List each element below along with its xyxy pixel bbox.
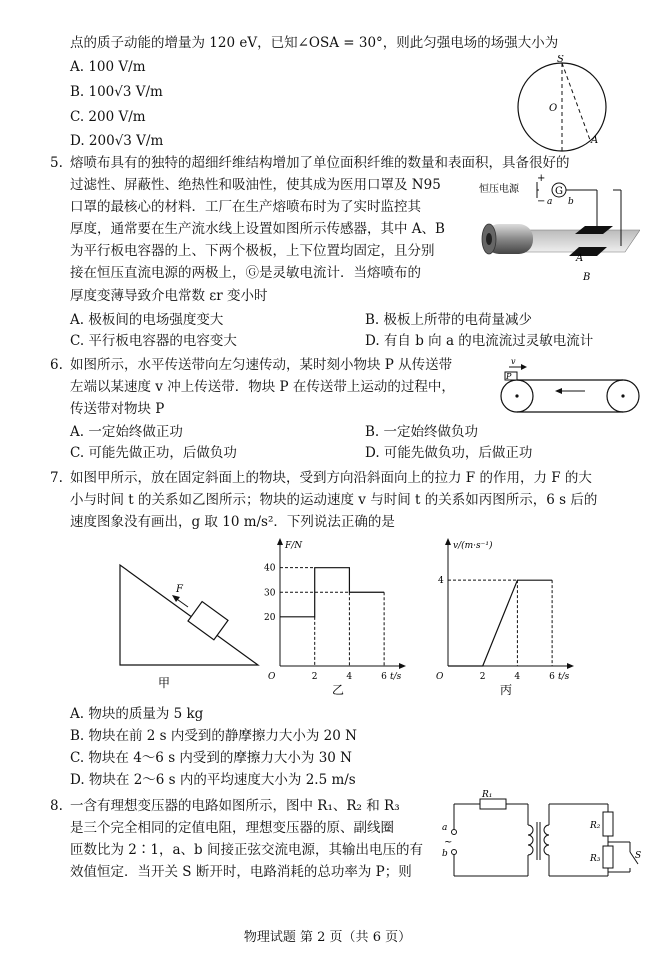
q8-circuit-figure [440,790,645,890]
q5-label-a-small: a [547,197,553,207]
q5-option-b: B. 极板上所带的电荷量减少 [365,312,533,328]
q8-line: 是三个完全相同的定值电阻，理想变压器的原、副线圈 [70,820,394,836]
q5-line: 熔喷布具有的独特的超细纤维结构增加了单位面积纤维的数量和表面积，具备很好的 [70,155,570,171]
q7-line: 速度图象没有画出，g 取 10 m/s²．下列说法正确的是 [70,514,395,530]
q8-label-a: a [442,823,448,833]
x-tick-label: 4 [346,672,353,682]
q8-label-s: S [635,851,642,861]
x-tick-label: 4 [514,672,521,682]
y-axis-arrow [445,538,451,545]
q8-line: 效值恒定．当开关 S 断开时，电路消耗的总功率为 P；则 [70,864,412,880]
q6-line: 左端以某速度 v 冲上传送带．物块 P 在传送带上运动的过程中， [70,379,455,395]
q7-option-d: D. 物块在 2～6 s 内的平均速度大小为 2.5 m/s [70,772,356,788]
q4-text-line: 点的质子动能的增量为 120 eV，已知∠OSA = 30°，则此匀强电场的场强大小为 [70,35,559,51]
q5-line: 厚度变薄导致介电常数 εr 变小时 [70,288,268,304]
q4-option-c: C. 200 V/m [70,109,146,125]
q4-label-a: A [591,135,599,146]
q5-label-b-small: b [568,197,574,207]
q8-line: 一含有理想变压器的电路如图所示，图中 R₁、R₂ 和 R₃ [70,798,400,814]
q5-label-g: G [555,186,563,197]
q8-label-r2: R₂ [590,821,601,831]
q4-option-d: D. 200√3 V/m [70,133,164,149]
q5-label-plate-a: A [576,253,584,264]
q8-label-r3: R₃ [590,854,601,864]
q7-incline-figure [110,555,270,695]
y-axis-arrow [277,538,283,545]
q8-label-r1: R₁ [482,790,493,800]
q5-option-c: C. 平行板电容器的电容变大 [70,333,237,349]
q6-option-d: D. 可能先做负功，后做正功 [365,445,533,461]
y-axis-label: F/N [285,541,303,551]
y-tick-label: 30 [264,588,276,599]
q6-number: 6. [50,357,63,373]
q7-caption-jia: 甲 [158,676,171,690]
q5-line: 厚度，通常要在生产流水线上设置如图所示传感器，其中 A、B [70,221,445,237]
q7-velocity-chart [426,536,586,696]
q6-line: 如图所示，水平传送带向左匀速传动，某时刻小物块 P 从传送带 [70,357,453,373]
q4-label-s: S [557,55,564,65]
q6-conveyor-figure [497,358,645,420]
y-tick-label: 20 [264,612,276,623]
q5-label-minus: − [537,196,546,207]
q5-label-source: 恒压电源 [479,184,519,195]
x-axis-label: t/s [390,672,402,682]
q8-label-b: b [442,849,448,859]
q7-option-b: B. 物块在前 2 s 内受到的静摩擦力大小为 20 N [70,728,357,744]
x-tick-label: 6 [381,672,387,682]
x-axis-arrow [399,663,406,669]
series-line [448,580,552,666]
x-axis-label: t/s [558,672,570,682]
x-axis-arrow [567,663,574,669]
x-tick-label: 2 [479,672,486,682]
x-tick-label: O [436,672,444,682]
q5-option-d: D. 有自 b 向 a 的电流流过灵敏电流计 [365,333,594,349]
q5-label-plus: + [537,173,546,184]
chart-caption: 丙 [500,683,513,696]
q8-ac-symbol: ~ [444,837,453,848]
x-tick-label: 6 [549,672,555,682]
q5-option-a: A. 极板间的电场强度变大 [70,312,224,328]
q6-label-v: v [511,358,516,366]
chart-caption: 乙 [332,683,345,696]
q8-number: 8. [50,798,63,814]
x-tick-label: 2 [311,672,318,682]
q6-option-c: C. 可能先做正功，后做负功 [70,445,237,461]
q4-circle-figure [505,55,620,155]
q6-line: 传送带对物块 P [70,401,165,417]
q5-label-plate-b: B [583,272,591,283]
q5-line: 过滤性、屏蔽性、绝热性和吸油性，使其成为医用口罩及 N95 [70,177,441,193]
q6-option-a: A. 一定始终做正功 [70,424,183,440]
q7-number: 7. [50,470,63,486]
q5-number: 5. [50,155,63,171]
q7-line: 小与时间 t 的关系如乙图所示；物块的运动速度 v 与时间 t 的关系如丙图所示，6 s 后的 [70,492,598,508]
q4-option-a: A. 100 V/m [70,59,146,75]
q5-line: 接在恒压直流电源的两极上，Ⓖ是灵敏电流计．当熔喷布的 [70,265,421,281]
q6-label-p: P [506,372,512,381]
q4-option-b: B. 100√3 V/m [70,84,163,100]
q6-option-b: B. 一定始终做负功 [365,424,479,440]
q5-line: 口罩的最核心的材料．工厂在生产熔喷布时为了实时监控其 [70,199,421,215]
q5-line: 为平行板电容器的上、下两个极板，上下位置均固定，且分别 [70,243,435,259]
y-tick-label: 40 [264,563,276,574]
q7-incline-force-label: F [176,584,183,595]
q7-line: 如图甲所示，放在固定斜面上的物块，受到方向沿斜面向上的拉力 F 的作用，力 F 的大 [70,470,592,486]
page-footer: 物理试题 第 2 页（共 6 页） [243,930,412,945]
x-tick-label: O [268,672,276,682]
q7-option-c: C. 物块在 4～6 s 内受到的摩擦力大小为 30 N [70,750,352,766]
q8-line: 匝数比为 2∶1，a、b 间接正弦交流电源，其输出电压的有 [70,842,423,858]
q7-option-a: A. 物块的质量为 5 kg [70,706,204,722]
q5-sensor-figure [475,172,640,287]
q4-label-o: O [549,103,558,114]
q7-force-chart [258,536,418,696]
y-axis-label: v/(m·s⁻¹) [453,541,493,551]
y-tick-label: 4 [438,576,444,587]
